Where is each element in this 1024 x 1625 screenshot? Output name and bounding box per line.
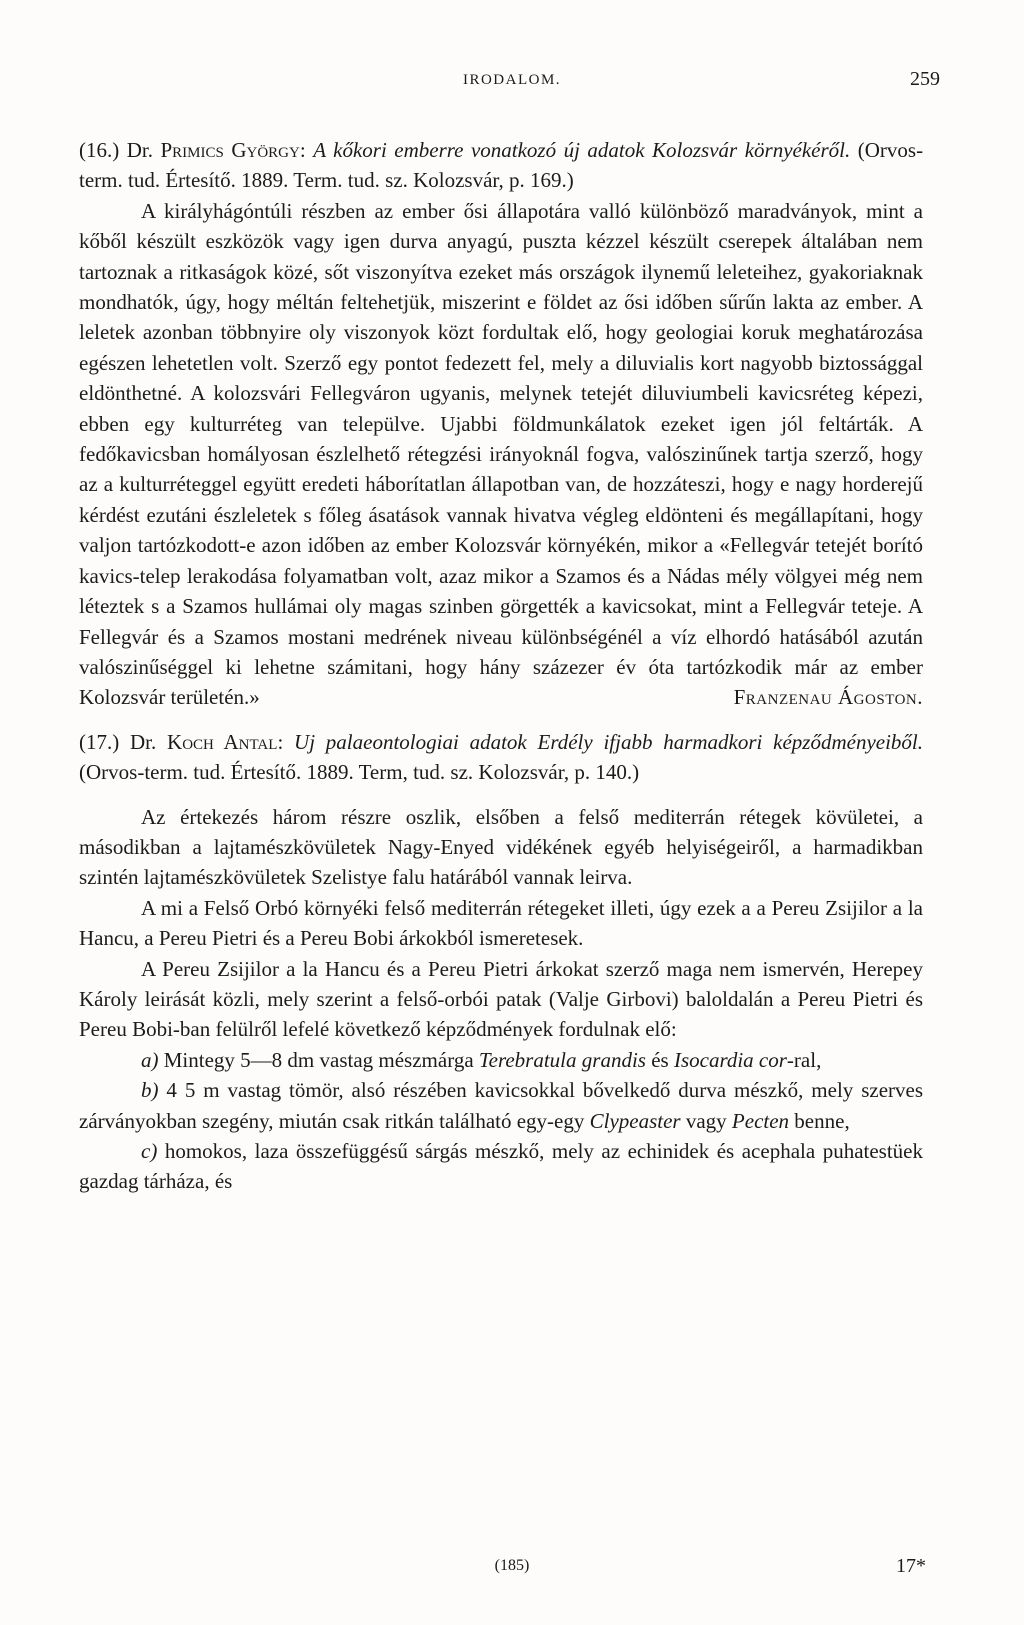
entry-17-paragraph-2: A mi a Felső Orbó környéki felső mediterrán rétegeket illeti, úgy ezek a a Pereu Zsijilor a la Hancu, a Pereu Pietri és a Pereu Bobi árkokból ismeretesek.	[79, 895, 923, 951]
entry-17-source: (Orvos-term. tud. Értesítő. 1889. Term, tud. sz. Kolozsvár, p. 140.)	[79, 760, 640, 785]
entry-17-item-b	[79, 1075, 923, 1136]
item-b-taxon-1: Clypeaster	[589, 1108, 681, 1133]
entry-16-body-text: A királyhágóntúli részben az ember ősi állapotára valló különböző maradványok, mint a kőből készült eszközök vagy igen durva anyagú, puszta kézzel készült cserepek általában nem tartoznak a ritkaságok közé, sőt viszonyítva ezeket más országok ilynemű leleteihez, gyakoriaknak mondhatók, úgy, hogy méltán feltehetjük, miszerint e földet az ősi időben sűrűn lakta az ember. A leletek azonban többnyire oly viszonyok közt fordultak elő, hogy geologiai koruk meghatározása egészen lehetetlen volt. Szerző egy pontot fedezett fel, mely a diluvialis kort nagyobb biztossággal eldönthetné. A kolozsvári Fellegváron ugyanis, melynek tetejét diluviumbeli kavicsréteg képezi, ebben egy kulturréteg van települve. Ujabbi földmunkálatok ezeket igen jól feltárták. A fedőkavicsban homályosan észlelhető rétegzési irányoknál fogva, valószinűnek tartja szerző, hogy az a kulturréteggel együtt eredeti háborítatlan állapotban van, de hozzáteszi, hogy e nagy horderejű kérdést ezutáni észleletek s főleg ásatások vannak hivatva végleg eldönteni és megállapítani, hogy valjon tartózkodott-e azon időben az ember Kolozsvár környékén, mikor a «Fellegvár tetejét borító kavics-telep lerakodása folyamatban volt, azaz mikor a Szamos és a Nádas mély völgyei még nem léteztek s a Szamos hullámai oly magas szinben görgették a kavicsokat, mint a Fellegvár teteje. A Fellegvár és a Szamos mostani medrének niveau különbségénél a víz elhordó hatásából azután valószinűséggel ki lehetne számitani, hogy hány százezer év óta tartózkodik már az ember Kolozsvár területén.»	[79, 198, 923, 710]
entry-17-colon: :	[277, 729, 284, 754]
item-a-taxon-1: Terebratula grandis	[478, 1047, 646, 1072]
entry-16-colon: :	[299, 138, 306, 162]
entry-17-author: Koch Antal	[167, 729, 278, 754]
item-b-taxon-2: Pecten	[731, 1108, 790, 1133]
item-c-marker: c)	[141, 1139, 158, 1163]
item-b-text-2: vagy	[685, 1108, 727, 1133]
entry-16-title-prefix: Dr.	[126, 138, 153, 162]
entry-16-number: (16.)	[79, 138, 120, 162]
item-b-text-3: benne,	[794, 1108, 850, 1133]
item-b-text-1: 4 5 m vastag tömör, alsó részében kavicsokkal bővelkedő durva mészkő, mely szerves zárványokban szegény, miután csak ritkán található egy-egy	[79, 1078, 923, 1133]
item-c-text-1: homokos, laza összefüggésű sárgás mészkő, mely az echinidek és acephala puhatestüek gazdag tárháza, és	[79, 1139, 923, 1194]
entry-17-item-a	[79, 1045, 923, 1075]
item-a-text-1: Mintegy 5—8 dm vastag mészmárga	[163, 1047, 474, 1072]
entry-17-title: Uj palaeontologiai adatok Erdély ifjabb harmadkori képződményeiből.	[294, 729, 924, 754]
item-a-taxon-2: Isocardia cor	[673, 1047, 787, 1072]
entry-17-number: (17.)	[79, 729, 120, 754]
entry-17-reference	[79, 727, 923, 788]
entry-17-paragraph-3: A Pereu Zsijilor a la Hancu és a Pereu Pietri árkokat szerző maga nem ismervén, Herepey Károly leirását közli, mely szerint a felső-orbói patak (Valje Girbovi) baloldalán a Pereu Pietri és Pereu Bobi-ban felülről lefelé következő képződmények fordulnak elő:	[79, 956, 923, 1042]
entry-16-reference	[79, 135, 923, 196]
entry-16-author: Primics György	[160, 138, 300, 162]
entry-17-paragraph-1: Az értekezés három részre oszlik, elsőben a felső mediterrán rétegek kövületei, a másodikban a lajtamészkövületek Nagy-Enyed vidékének egyéb helyiségeiről, a harmadikban szintén lajtamészkövületek Szelistye falu határából vannak leirva.	[79, 804, 923, 890]
entry-17-item-c	[79, 1136, 923, 1197]
item-a-marker: a)	[141, 1047, 159, 1072]
entry-16-title: A kőkori emberre vonatkozó új adatok Kolozsvár környékéről.	[313, 138, 851, 162]
item-a-text-3: -ral,	[786, 1047, 822, 1072]
item-a-text-2: és	[651, 1047, 669, 1072]
item-b-marker: b)	[141, 1078, 159, 1103]
running-title: IRODALOM.	[462, 72, 562, 88]
entry-17-title-prefix: Dr.	[130, 729, 157, 754]
page-number: 259	[910, 68, 940, 90]
sheet-mark: 17*	[896, 1555, 926, 1577]
printer-signature-number: (185)	[494, 1557, 530, 1574]
page-content	[79, 135, 923, 1197]
entry-16-source: (Orvos-term. tud. Értesítő. 1889. Term. tud. sz. Kolozsvár, p. 169.)	[79, 138, 924, 193]
entry-16-body	[79, 196, 923, 713]
entry-16-signature: Franzenau Ágoston.	[733, 685, 923, 710]
